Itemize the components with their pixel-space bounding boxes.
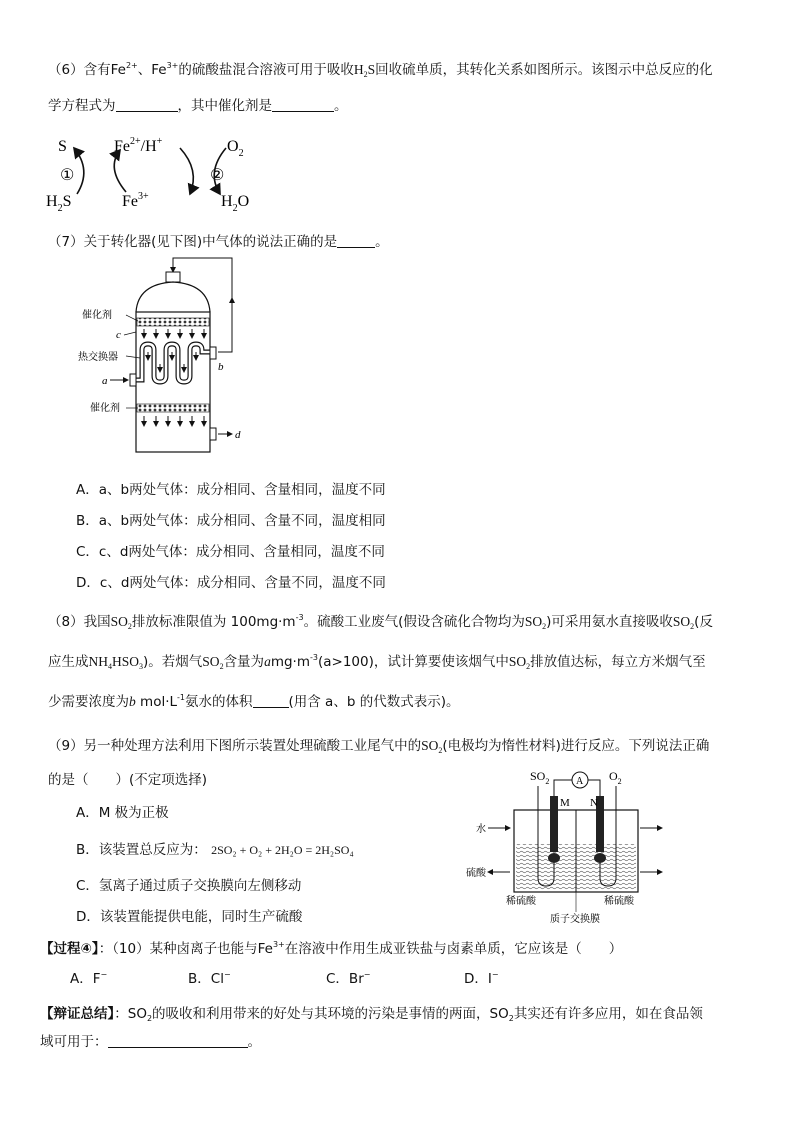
o2-inlet-label: $O_2$ — [609, 769, 622, 786]
q9-option-c[interactable]: C．氢离子通过质子交换膜向左侧移动 — [76, 878, 302, 894]
q9-option-b[interactable] — [76, 840, 354, 860]
electrode-m — [550, 796, 558, 852]
sulfuric-acid-label: 硫酸 — [466, 868, 486, 879]
q8-text: 排放标准限值为 100mg·m — [131, 614, 296, 630]
step-2-label: ② — [210, 167, 225, 184]
q9-option-text: B．该装置总反应为： — [76, 842, 207, 858]
electrode-m-label: M — [560, 797, 570, 809]
answer-blank[interactable] — [272, 97, 334, 112]
vessel-body — [136, 312, 210, 452]
q8-line-3 — [48, 692, 459, 712]
variable-a: a — [264, 654, 271, 669]
so2-formula: $SO_2$ — [524, 614, 547, 631]
dilute-acid-left-label: 稀硫酸 — [506, 896, 536, 907]
variable-b: b — [129, 694, 136, 709]
arrow-h2s-to-s — [74, 148, 84, 194]
q10-stem — [40, 939, 622, 959]
q9-option-a[interactable]: A．M 极为正极 — [76, 805, 169, 821]
fe3-label: $Fe^{3+}$ — [122, 191, 149, 210]
q10-option-c[interactable]: C．Br− — [326, 970, 371, 987]
label-catalyst-bottom: 催化剂 — [90, 403, 120, 414]
q8-text: 应生成 — [48, 654, 89, 670]
q10-text: 在溶液中作用生成亚铁盐与卤素单质，它应该是（ ） — [284, 941, 623, 957]
so2-formula: $SO_2$ — [672, 614, 695, 631]
step-1-label: ① — [60, 167, 75, 184]
sulfur-label: S — [58, 138, 67, 155]
q8-text: )可采用氨水直接吸收 — [546, 614, 673, 630]
summary-line-1 — [40, 1004, 703, 1024]
arrow-fe2-to-fe3 — [180, 148, 193, 194]
electrode-n-label: N — [590, 797, 598, 809]
q8-text: 少需要浓度为 — [48, 694, 129, 710]
answer-blank[interactable] — [116, 97, 178, 112]
q10-option-d[interactable]: D．I− — [464, 970, 499, 987]
summary-text: ：SO — [114, 1006, 147, 1022]
q8-line-1 — [48, 612, 713, 632]
process-tag: 【过程④】 — [40, 941, 99, 957]
q6-text: 回收硫单质，其转化关系如图所示。该图示中总反应的化 — [375, 62, 713, 78]
vessel-dome — [136, 282, 210, 312]
wire-right — [588, 780, 600, 796]
q9-text: (电极均为惰性材料)进行反应。下列说法正确 — [442, 738, 710, 754]
label-d: d — [235, 429, 241, 441]
summary-text: 域可用于： — [40, 1034, 108, 1050]
q8-text: )。若烟气 — [143, 654, 203, 670]
fe3-charge: 3+ — [272, 940, 285, 949]
total-reaction-equation: 2SO₂ + O₂ + 2H₂O = 2H₂SO₄ — [211, 843, 354, 857]
converter-diagram — [78, 252, 258, 460]
so2-inlet-label: $SO_2$ — [530, 769, 550, 786]
port-a — [130, 374, 136, 386]
q7-option-a[interactable]: A．a、b两处气体：成分相同、含量相同，温度不同 — [76, 482, 386, 498]
port-d — [210, 428, 216, 440]
label-heat-exchanger: 热交换器 — [78, 352, 118, 363]
unit-exponent: -1 — [177, 693, 185, 702]
fuel-cell-diagram — [466, 766, 676, 932]
q8-text: 氨水的体积 — [185, 694, 253, 710]
q8-text: (用含 a、b 的代数式表示)。 — [288, 694, 460, 710]
q7-text: 。 — [375, 234, 389, 250]
q6-text: 学方程式为 — [48, 98, 116, 114]
q8-text: (反 — [694, 614, 713, 630]
q6-text: 的硫酸盐混合溶液可用于吸收 — [178, 62, 354, 78]
water-label: 水 — [476, 824, 486, 835]
ammeter-label: A — [576, 776, 584, 787]
unit-exponent: -3 — [309, 653, 318, 662]
fe2-h-label: $Fe^{2+}/H^+$ — [114, 136, 163, 155]
subscript: 2 — [146, 1014, 153, 1023]
electrode-m-tip — [548, 853, 560, 863]
dilute-acid-right-label: 稀硫酸 — [604, 896, 634, 907]
label-c: c — [116, 329, 121, 341]
catalyst-layer-bottom — [137, 404, 209, 412]
fe2-charge: 2+ — [125, 61, 138, 70]
q9-text: （9）另一种处理方法利用下图所示装置处理硫酸工业尾气中的 — [48, 738, 422, 754]
q10-text: ：（10）某种卤离子也能与Fe — [98, 941, 273, 957]
nh4hso3-formula: $NH_4HSO_3$ — [88, 654, 144, 671]
reaction-cycle-diagram — [40, 128, 280, 220]
summary-text: 其实还有许多应用，如在食品领 — [513, 1006, 703, 1022]
arrow-fe3-to-fe2 — [114, 150, 126, 192]
q8-text: 排放值达标，每立方米烟气至 — [530, 654, 706, 670]
water-label: $H_2O$ — [221, 193, 250, 214]
q7-stem — [48, 232, 389, 252]
label-a: a — [102, 375, 108, 387]
so2-formula: $SO_2$ — [421, 738, 443, 755]
summary-text: 的吸收和利用带来的好处与其环境的污染是事情的两面，SO — [152, 1006, 509, 1022]
q7-option-d[interactable]: D．c、d两处气体：成分相同、含量不同，温度不同 — [76, 575, 386, 591]
port-b — [210, 347, 216, 359]
q9-line-1 — [48, 736, 709, 756]
answer-blank[interactable] — [108, 1033, 248, 1048]
q6-line-2 — [48, 96, 348, 116]
summary-line-2 — [40, 1032, 261, 1052]
answer-blank[interactable] — [253, 693, 289, 708]
q9-line-2: 的是（ ）(不定项选择) — [48, 772, 208, 788]
top-nozzle — [166, 272, 180, 282]
q8-line-2 — [48, 652, 706, 672]
q7-option-b[interactable]: B．a、b两处气体：成分相同、含量不同，温度相同 — [76, 513, 386, 529]
q9-option-d[interactable]: D．该装置能提供电能，同时生产硫酸 — [76, 909, 303, 925]
h2s-label: $H_2S$ — [46, 193, 72, 214]
oxygen-label: $O_2$ — [227, 138, 244, 159]
q6-line-1 — [48, 60, 713, 80]
unit-exponent: -3 — [295, 613, 304, 622]
so2-formula: $SO_2$ — [110, 614, 132, 631]
label-catalyst-top: 催化剂 — [82, 310, 112, 321]
catalyst-layer-top — [137, 318, 209, 326]
h2s-formula: $H_2S$ — [353, 62, 376, 79]
q6-text: ，其中催化剂是 — [177, 98, 272, 114]
q8-text: （8）我国 — [48, 614, 111, 630]
subscript: 2 — [508, 1014, 514, 1023]
electrode-n-tip — [594, 853, 606, 863]
fe3-charge: 3+ — [166, 61, 179, 70]
answer-blank[interactable] — [337, 233, 375, 248]
q8-text: 。硫酸工业废气(假设含硫化合物均为 — [303, 614, 525, 630]
q6-text: 。 — [334, 98, 348, 114]
label-b: b — [218, 361, 224, 373]
q8-text: 含量为 — [223, 654, 265, 670]
q8-text: (a>100)，试计算要使该烟气中 — [317, 654, 509, 670]
leader-line — [124, 332, 136, 335]
q10-option-b[interactable]: B．Cl− — [188, 970, 231, 987]
q7-option-c[interactable]: C．c、d两处气体：成分相同、含量相同，温度不同 — [76, 544, 385, 560]
q8-text: mol·L — [135, 694, 178, 710]
so2-formula: $SO_2$ — [202, 654, 224, 671]
q6-text: 、Fe — [137, 62, 167, 78]
q6-text: 含有Fe — [83, 62, 126, 78]
wire-left — [554, 780, 572, 796]
summary-text: 。 — [247, 1034, 261, 1050]
q6-number: （6） — [48, 62, 84, 78]
summary-tag: 【辩证总结】 — [40, 1006, 115, 1022]
so2-formula: $SO_2$ — [508, 654, 531, 671]
q7-text: （7）关于转化器(见下图)中气体的说法正确的是 — [48, 234, 338, 250]
q8-text: mg·m — [270, 654, 310, 670]
q10-option-a[interactable]: A．F− — [70, 970, 108, 987]
membrane-label: 质子交换膜 — [550, 914, 600, 925]
